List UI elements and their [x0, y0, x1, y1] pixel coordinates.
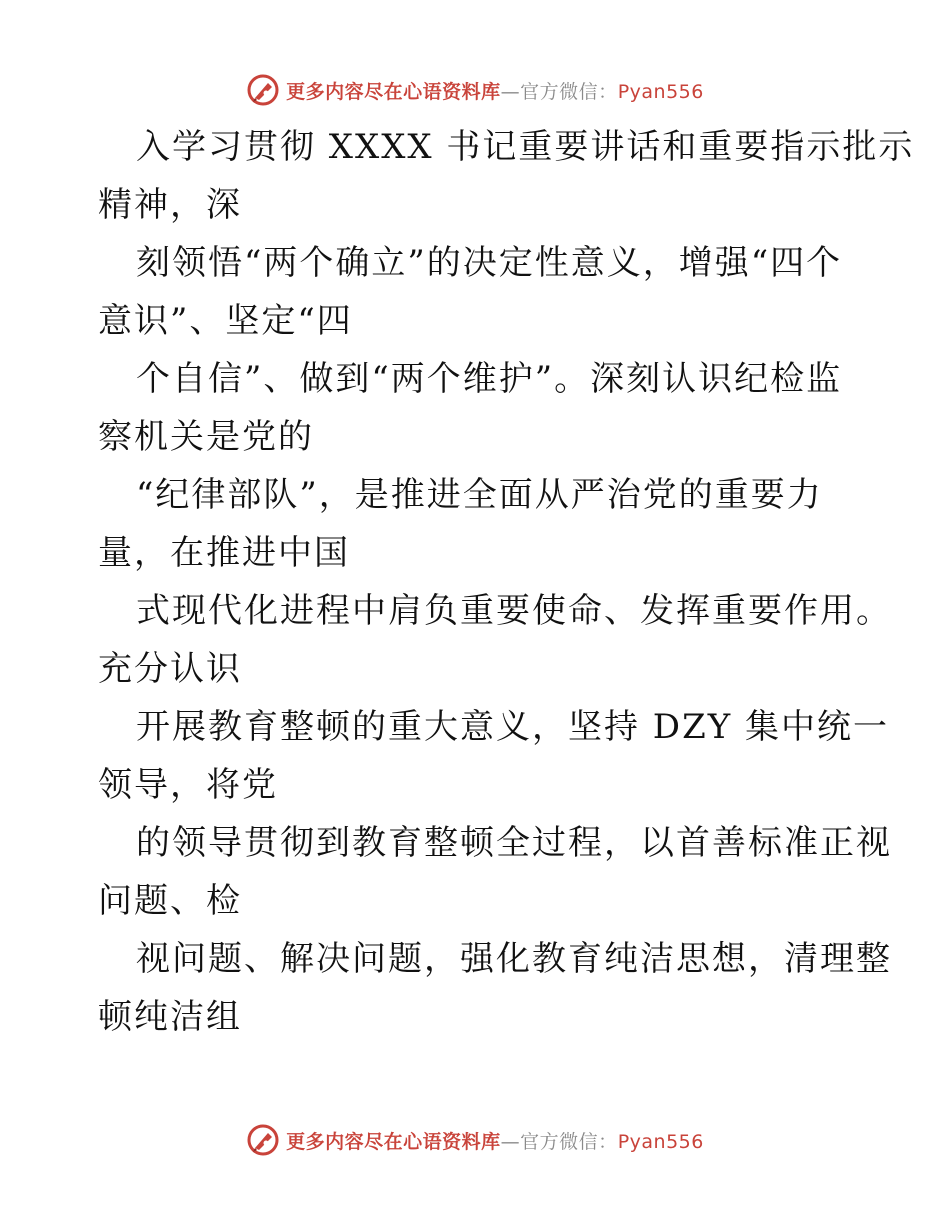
pen-logo-icon: [246, 1123, 280, 1157]
paragraph: [98, 930, 892, 1046]
paragraph: [98, 814, 892, 930]
paragraph-line: 刻领悟“两个确立”的决定性意义，增强“四个: [136, 243, 843, 283]
paragraph: [98, 466, 858, 582]
footer-watermark: [0, 1120, 950, 1160]
paragraph: [98, 234, 858, 350]
watermark-separator: —: [500, 80, 521, 103]
watermark-main: 更多内容尽在心语资料库: [286, 80, 501, 103]
paragraph-line: “纪律部队”，是推进全面从严治党的重要力: [136, 475, 823, 515]
watermark-separator: —: [500, 1130, 521, 1153]
paragraph-line: 察机关是党的: [98, 417, 314, 457]
paragraph: [98, 118, 915, 234]
paragraph-line: 精神，深: [98, 185, 242, 225]
paragraph-line: 领导，将党: [98, 765, 278, 805]
paragraph-line: 的领导贯彻到教育整顿全过程，以首善标准正视: [136, 823, 892, 863]
paragraph: [98, 698, 889, 814]
paragraph-line: 充分认识: [98, 649, 242, 689]
pen-logo-icon: [246, 73, 280, 107]
paragraph-line: 问题、检: [98, 881, 242, 921]
watermark-text: [286, 77, 704, 104]
paragraph-line: 式现代化进程中肩负重要使命、发挥重要作用。: [136, 591, 892, 631]
document-body: [98, 118, 915, 1046]
paragraph-line: 量，在推进中国: [98, 533, 350, 573]
header-watermark: [0, 70, 950, 110]
watermark-main: 更多内容尽在心语资料库: [286, 1130, 501, 1153]
paragraph-line: 个自信”、做到“两个维护”。深刻认识纪检监: [136, 359, 843, 399]
paragraph-line: 意识”、坚定“四: [98, 301, 353, 341]
paragraph-line: 顿纯洁组: [98, 997, 242, 1037]
watermark-sub: 官方微信：: [520, 1130, 618, 1153]
watermark-text: [286, 1127, 704, 1154]
watermark-id: Pyan556: [617, 1130, 704, 1153]
paragraph-line: 视问题、解决问题，强化教育纯洁思想，清理整: [136, 939, 892, 979]
watermark-sub: 官方微信：: [520, 80, 618, 103]
paragraph-line: 入学习贯彻 XXXX 书记重要讲话和重要指示批示: [136, 127, 915, 167]
watermark-id: Pyan556: [617, 80, 704, 103]
paragraph: [98, 350, 858, 466]
paragraph: [98, 582, 892, 698]
paragraph-line: 开展教育整顿的重大意义，坚持 DZY 集中统一: [136, 707, 889, 747]
